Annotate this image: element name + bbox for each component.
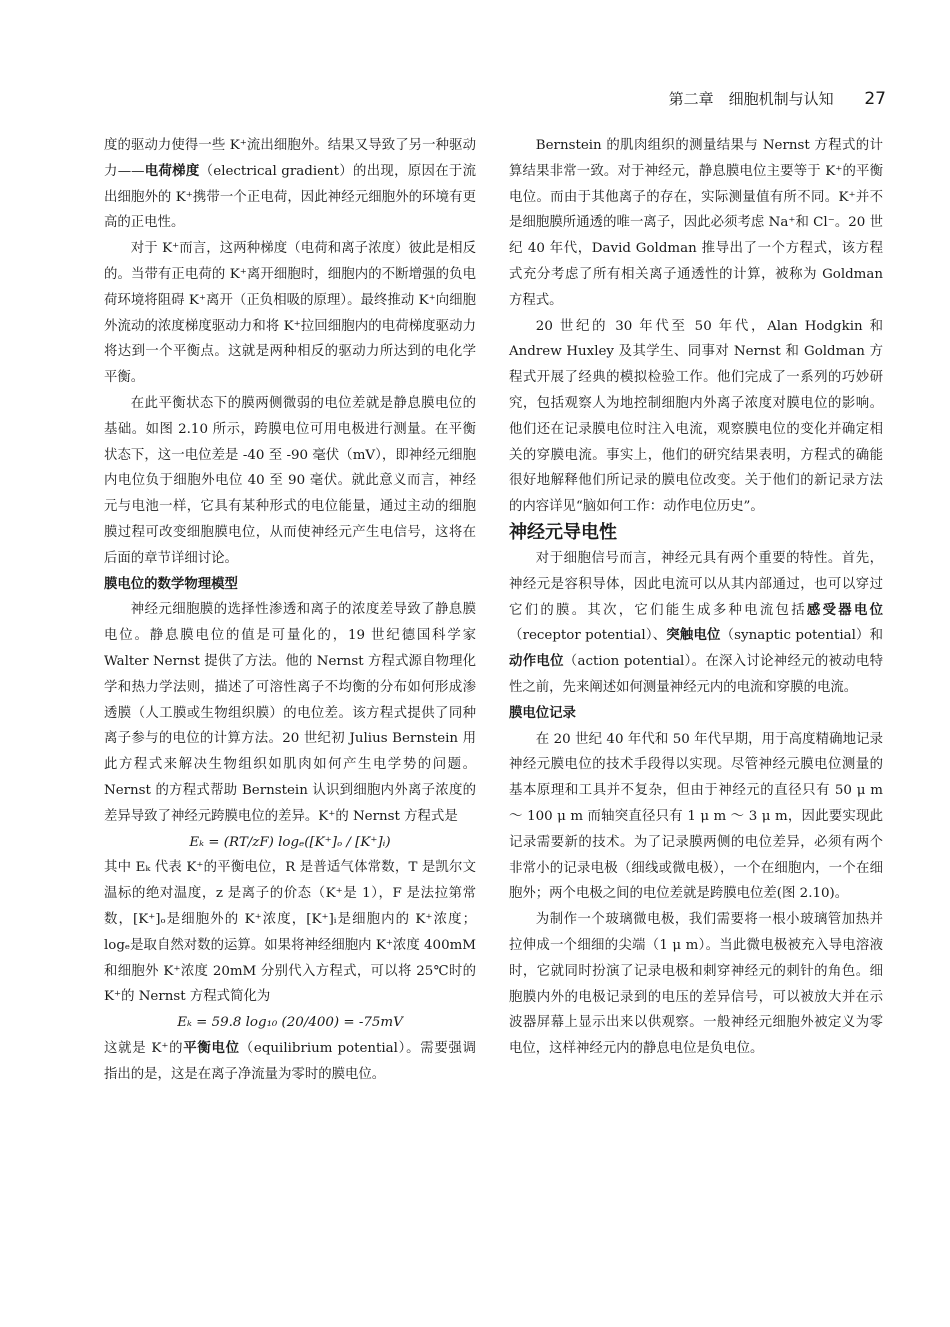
left-column xyxy=(104,133,476,1087)
paragraph: 其中 Eₖ 代表 K⁺的平衡电位，R 是普适气体常数，T 是凯尔文温标的绝对温度，z 是离子的价态（K⁺是 1），F 是法拉第常数，[K⁺]ₒ是细胞外的 K⁺浓度，[K⁺]ᵢ是细胞内的 K⁺浓度；logₑ是取自然对数的运算。如果将神经细胞内 K⁺浓度 400mM 和细胞外 K⁺浓度 20mM 分别代入方程式，可以将 25℃时的 K⁺的 Nernst 方程式简化为 xyxy=(104,860,476,1005)
paragraph: 在 20 世纪 40 年代和 50 年代早期，用于高度精确地记录神经元膜电位的技术手段得以实现。尽管神经元膜电位测量的基本原理和工具并不复杂，但由于神经元的直径只有 50 μ m ～ 100 μ m 而轴突直径只有 1 μ m ～ 3 μ m，因此要实现此记录需要新的技术。为了记录膜两侧的电位差异，必须有两个非常小的记录电极（细线或微电极），一个在细胞内，一个在细胞外；两个电极之间的电位差就是跨膜电位差(图 2.10)。 xyxy=(509,731,883,902)
paragraph: 这就是 K⁺的平衡电位（equilibrium potential）。需要强调指出的是，这是在离子净流量为零时的膜电位。 xyxy=(104,1039,476,1082)
key-term: 电荷梯度 xyxy=(144,162,200,179)
key-term: 平衡电位 xyxy=(183,1039,240,1056)
paragraph: Bernstein 的肌肉组织的测量结果与 Nernst 方程式的计算结果非常一致。对于神经元，静息膜电位主要等于 K⁺的平衡电位。而由于其他离子的存在，实际测量值有所不同。K⁺并不是细胞膜所通透的唯一离子，因此必须考虑 Na⁺和 Cl⁻。20 世纪 40 年代，David Goldman 推导出了一个方程式，该方程式充分考虑了所有相关离子通透性的计算，被称为 Goldman 方程式。 xyxy=(509,138,883,308)
running-header xyxy=(669,88,886,109)
page-number: 27 xyxy=(864,89,886,109)
paragraph: 为制作一个玻璃微电极，我们需要将一根小玻璃管加热并拉伸成一个细细的尖端（1 μ m）。当此微电极被充入导电溶液时，它就同时扮演了记录电极和刺穿神经元的刺针的角色。细胞膜内外的电极记录到的电压的差异信号，可以被放大并在示波器屏幕上显示出来以供观察。一般神经元细胞外被定义为零电位，这样神经元内的静息电位是负电位。 xyxy=(509,912,883,1057)
paragraph: 度的驱动力使得一些 K⁺流出细胞外。结果又导致了另一种驱动力——电荷梯度（electrical gradient）的出现，原因在于流出细胞外的 K⁺携带一个正电荷，因此神经元细胞外的环境有更高的正电性。 xyxy=(104,138,476,231)
key-term: 突触电位 xyxy=(666,627,721,644)
paragraph: 对于 K⁺而言，这两种梯度（电荷和离子浓度）彼此是相反的。当带有正电荷的 K⁺离开细胞时，细胞内的不断增强的负电荷环境将阻碍 K⁺离开（正负相吸的原理）。最终推动 K⁺向细胞外流动的浓度梯度驱动力和将 K⁺拉回细胞内的电荷梯度驱动力将达到一个平衡点。这就是两种相反的驱动力所达到的电化学平衡。 xyxy=(104,241,476,386)
paragraph: 神经元细胞膜的选择性渗透和离子的浓度差导致了静息膜电位。静息膜电位的值是可量化的，19 世纪德国科学家 Walter Nernst 提供了方法。他的 Nernst 方程式源自物理化学和热力学法则，描述了可溶性离子不均衡的分布如何形成渗透膜（人工膜或生物组织膜）的电位差。该方程式提供了同种离子参与的电位的计算方法。20 世纪初 Julius Bernstein 用此方程式来解决生物组织如肌肉如何产生电学势的问题。Nernst 的方程式帮助 Bernstein 认识到细胞内外离子浓度的差异导致了神经元跨膜电位的差异。K⁺的 Nernst 方程式是 xyxy=(104,602,476,824)
subheading: 膜电位的数学物理模型 xyxy=(104,576,238,592)
chapter-title: 第二章 细胞机制与认知 xyxy=(668,90,834,108)
equation: Eₖ = (RT/zF) logₑ([K⁺]ₒ / [K⁺]ᵢ) xyxy=(189,834,391,850)
key-term: 感受器电位 xyxy=(806,601,884,618)
paragraph: 在此平衡状态下的膜两侧微弱的电位差就是静息膜电位的基础。如图 2.10 所示，跨膜电位可用电极进行测量。在平衡状态下，这一电位差是 -40 至 -90 毫伏（mV），即神经元细胞内电位负于细胞外电位 40 至 90 毫伏。就此意义而言，神经元与电池一样，它具有某种形式的电位能量，通过主动的细胞膜过程可改变细胞膜电位，从而使神经元产生电信号，这将在后面的章节详细讨论。 xyxy=(104,395,476,566)
right-column xyxy=(509,133,883,1062)
paragraph: 对于细胞信号而言，神经元具有两个重要的特性。首先，神经元是容积导体，因此电流可以从其内部通过，也可以穿过它们的膜。其次，它们能生成多种电流包括感受器电位（receptor potential）、突触电位（synaptic potential）和动作电位（action potential）。在深入讨论神经元的被动电特性之前，先来阐述如何测量神经元内的电流和穿膜的电流。 xyxy=(509,550,884,695)
equation: Eₖ = 59.8 log₁₀ (20/400) = -75mV xyxy=(177,1015,403,1031)
key-term: 动作电位 xyxy=(509,653,564,670)
subheading: 膜电位记录 xyxy=(509,705,576,721)
paragraph: 20 世纪的 30 年代至 50 年代，Alan Hodgkin 和 Andrew Huxley 及其学生、同事对 Nernst 和 Goldman 方程式开展了经典的模拟检验工作。他们完成了一系列的巧妙研究，包括观察人为地控制细胞内外离子浓度对膜电位的影响。他们还在记录膜电位时注入电流，观察膜电位的变化并确定相关的穿膜电流。事实上，他们的研究结果表明，方程式的确能很好地解释他们所记录的膜电位改变。关于他们的新记录方法的内容详见“脑如何工作：动作电位历史”。 xyxy=(509,318,883,515)
section-heading: 神经元导电性 xyxy=(509,521,617,543)
